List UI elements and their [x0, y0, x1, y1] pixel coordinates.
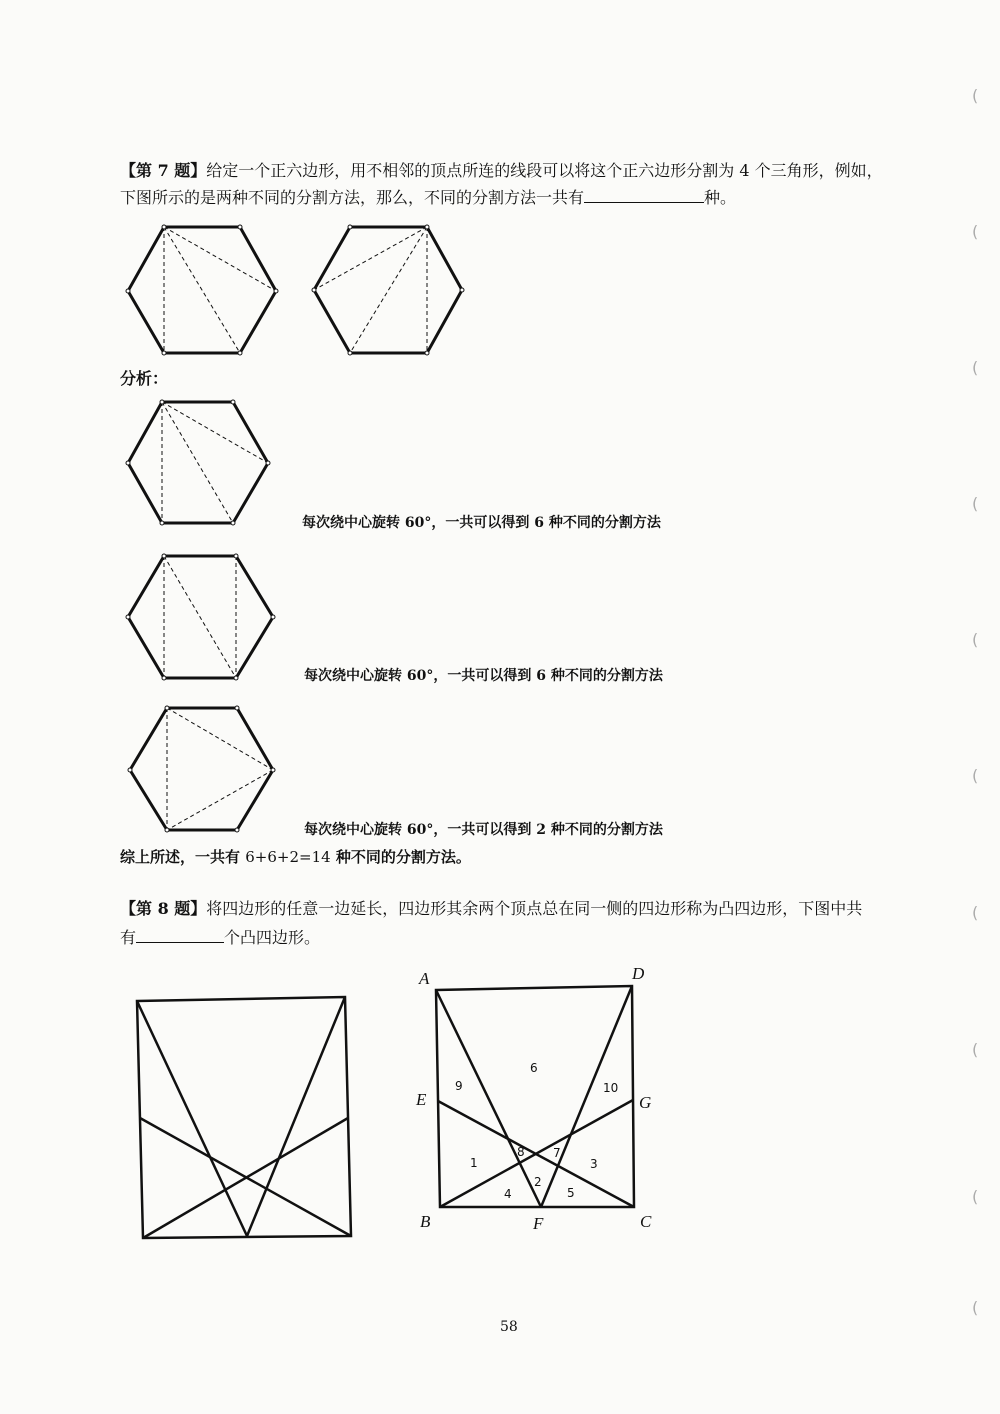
q7-summary-a: 综上所述，一共有	[120, 848, 246, 866]
point-label-E: E	[416, 1090, 427, 1109]
region-number: 6	[530, 1061, 538, 1075]
margin-mark: (	[972, 494, 979, 513]
margin-mark: (	[972, 1040, 979, 1059]
region-number: 8	[517, 1145, 525, 1159]
margin-mark: (	[972, 1187, 979, 1206]
analysis-note-2: 每次绕中心旋转 60°，一共可以得到 6 种不同的分割方法	[304, 668, 663, 684]
q8-tag: 【第 8 题】	[120, 899, 207, 918]
q7-answer-blank[interactable]	[584, 188, 704, 203]
q8-line1-text: 将四边形的任意一边延长，四边形其余两个顶点总在同一侧的四边形称为凸四边形，下图中共	[206, 899, 863, 918]
margin-mark: (	[972, 766, 979, 785]
point-label-B: B	[420, 1212, 431, 1231]
region-number: 7	[553, 1146, 561, 1160]
region-number: 4	[504, 1187, 512, 1201]
analysis-note-3: 每次绕中心旋转 60°，一共可以得到 2 种不同的分割方法	[304, 822, 663, 838]
margin-mark: (	[972, 86, 979, 105]
margin-mark: (	[972, 630, 979, 649]
q7-summary	[120, 848, 471, 866]
q7-summary-c: 种不同的分割方法。	[330, 848, 471, 866]
margin-mark: (	[972, 903, 979, 922]
region-number: 1	[470, 1156, 478, 1170]
point-label-A: A	[419, 969, 430, 988]
q8-line2-b: 个凸四边形。	[224, 928, 321, 947]
q7-line1-text: 给定一个正六边形，用不相邻的顶点所连的线段可以将这个正六边形分割为 4 个三角形，例如，	[206, 161, 883, 180]
region-number: 3	[590, 1157, 598, 1171]
region-number: 5	[567, 1186, 575, 1200]
point-label-F: F	[533, 1214, 544, 1233]
q8-line1	[120, 899, 862, 918]
region-number: 2	[534, 1175, 542, 1189]
analysis-label: 分析：	[120, 369, 169, 388]
point-label-C: C	[640, 1212, 652, 1231]
analysis-note-1: 每次绕中心旋转 60°，一共可以得到 6 种不同的分割方法	[302, 515, 661, 531]
q7-line2-b: 种。	[704, 188, 737, 207]
q7-line1	[120, 161, 883, 180]
margin-mark: (	[972, 358, 979, 377]
point-label-D: D	[632, 964, 645, 983]
q7-tag: 【第 7 题】	[120, 161, 207, 180]
q7-summary-formula: 6+6+2=14	[245, 848, 331, 866]
page-number: 58	[500, 1319, 518, 1335]
q8-line2-a: 有	[120, 928, 137, 947]
q7-line2-a: 下图所示的是两种不同的分割方法，那么，不同的分割方法一共有	[120, 188, 585, 207]
margin-mark: (	[972, 1298, 979, 1317]
q8-line2	[120, 928, 320, 947]
region-number: 10	[603, 1081, 619, 1095]
region-number: 9	[455, 1079, 463, 1093]
point-label-G: G	[639, 1093, 652, 1112]
q7-line2	[120, 188, 736, 207]
q8-answer-blank[interactable]	[136, 928, 224, 943]
margin-mark: (	[972, 222, 979, 241]
